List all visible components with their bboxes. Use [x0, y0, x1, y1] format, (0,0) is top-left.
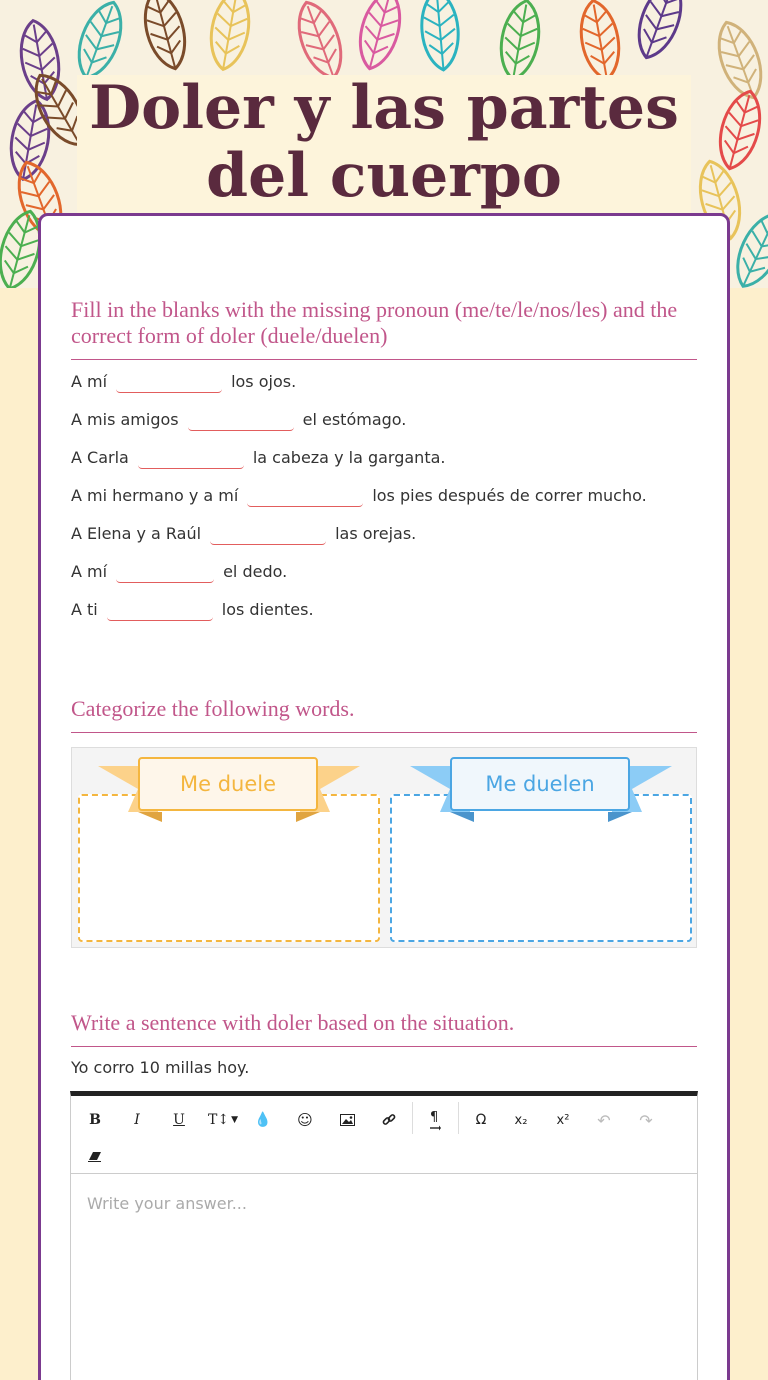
categorize-area [71, 747, 697, 948]
fill-row-4-before: A mi hermano y a mí [71, 485, 239, 505]
undo-icon[interactable]: ↶ [597, 1110, 611, 1130]
bold-button[interactable]: B [89, 1112, 101, 1128]
italic-button[interactable]: I [134, 1112, 140, 1128]
category-label-me-duelen: Me duelen [450, 757, 630, 811]
fill-row-5-after: las orejas. [335, 523, 417, 543]
fill-blank-5[interactable] [210, 521, 326, 545]
fill-row-7 [71, 597, 314, 621]
fill-blank-7[interactable] [107, 597, 213, 621]
fill-row-3 [71, 445, 445, 469]
svg-text:¶: ¶ [430, 1110, 439, 1125]
redo-icon[interactable]: ↷ [639, 1110, 653, 1130]
fill-row-1 [71, 369, 296, 393]
fill-row-3-after: la cabeza y la garganta. [252, 447, 446, 467]
text-size-label: T↕ [208, 1112, 230, 1128]
fill-row-1-before: A mí [71, 371, 108, 391]
categorize-heading: Categorize the following words. [71, 696, 697, 733]
special-characters-button[interactable]: Ω [475, 1112, 487, 1128]
fill-row-2-before: A mis amigos [71, 409, 179, 429]
paragraph-direction-icon[interactable] [420, 1105, 450, 1135]
fill-row-7-before: A ti [71, 599, 98, 619]
fill-blank-3[interactable] [138, 445, 244, 469]
toolbar-divider [412, 1102, 413, 1134]
fill-row-4 [71, 483, 647, 507]
link-icon[interactable] [374, 1105, 404, 1135]
fill-row-5 [71, 521, 416, 545]
fill-row-7-after: los dientes. [221, 599, 314, 619]
write-sentence-heading: Write a sentence with doler based on the situation. [71, 1010, 697, 1047]
fill-row-1-after: los ojos. [231, 371, 297, 391]
fill-row-3-before: A Carla [71, 447, 129, 467]
category-label-me-duele: Me duele [138, 757, 318, 811]
fill-blank-4[interactable] [247, 483, 363, 507]
fill-blank-1[interactable] [116, 369, 222, 393]
rich-text-editor [70, 1091, 698, 1380]
superscript-button[interactable]: x² [556, 1112, 570, 1128]
caret-down-icon: ▼ [231, 1115, 238, 1125]
fill-blank-6[interactable] [116, 559, 214, 583]
fill-blanks-heading: Fill in the blanks with the missing pronoun (me/te/le/nos/les) and the correct form of doler (duele/duelen) [71, 297, 697, 360]
toolbar-divider [458, 1102, 459, 1134]
situation-prompt: Yo corro 10 millas hoy. [71, 1058, 250, 1077]
page-title: Doler y las partes del cuerpo [89, 73, 679, 211]
text-size-dropdown[interactable] [206, 1105, 240, 1135]
eraser-icon[interactable] [80, 1142, 110, 1172]
fill-row-4-after: los pies después de correr mucho. [372, 485, 647, 505]
fill-blank-2[interactable] [188, 407, 294, 431]
underline-button[interactable]: U [173, 1112, 185, 1128]
editor-toolbar [71, 1096, 697, 1174]
fill-row-6-before: A mí [71, 561, 108, 581]
fill-row-6-after: el dedo. [223, 561, 288, 581]
ink-drop-icon[interactable]: 💧 [254, 1112, 272, 1128]
emoji-icon[interactable]: ☺ [297, 1111, 313, 1129]
fill-row-2-after: el estómago. [302, 409, 407, 429]
image-icon[interactable] [332, 1105, 362, 1135]
answer-textarea[interactable]: Write your answer... [87, 1194, 247, 1213]
fill-row-6 [71, 559, 287, 583]
subscript-button[interactable]: x₂ [514, 1112, 528, 1128]
fill-row-2 [71, 407, 406, 431]
fill-row-5-before: A Elena y a Raúl [71, 523, 202, 543]
